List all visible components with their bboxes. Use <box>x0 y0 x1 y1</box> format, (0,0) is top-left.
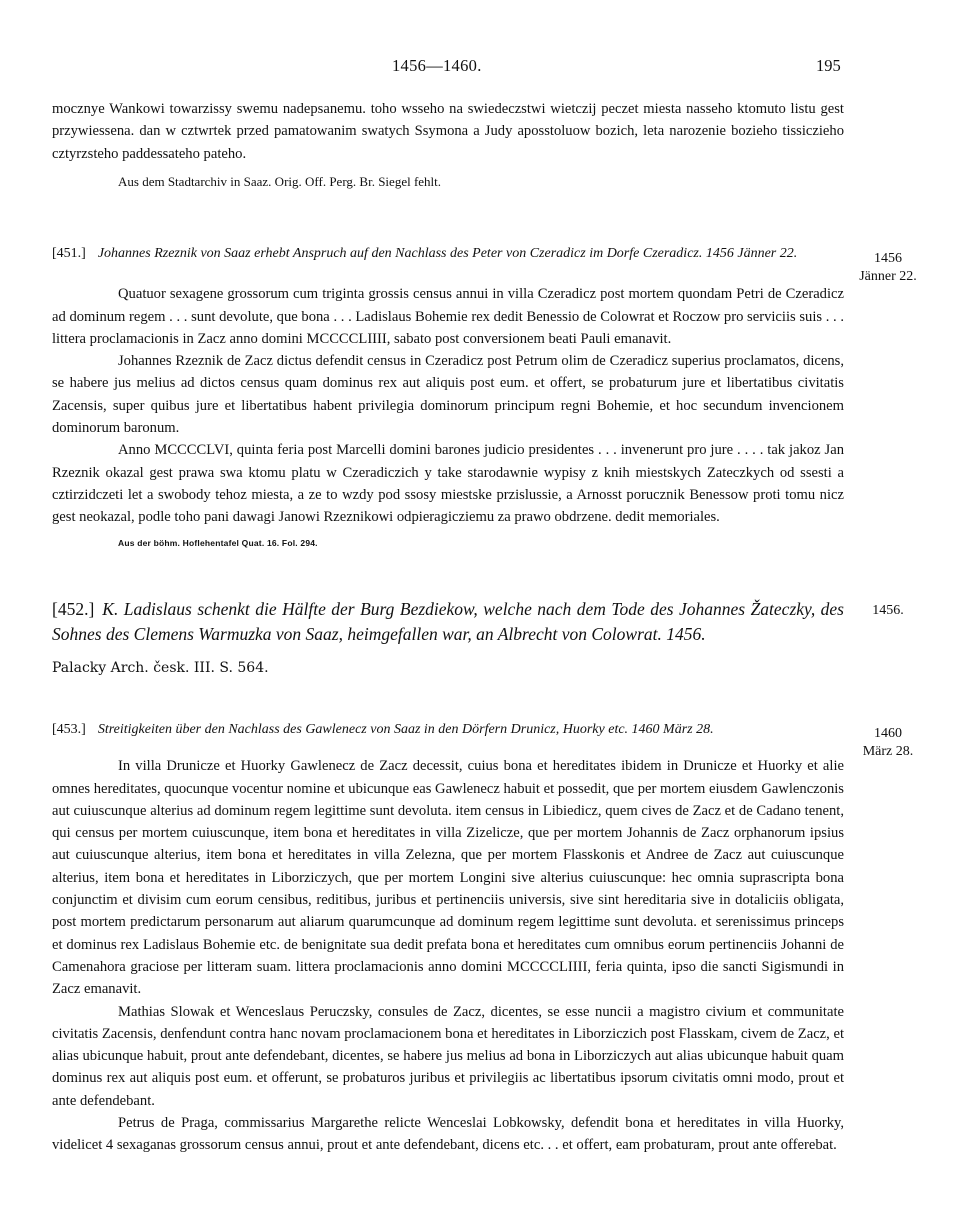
entry-452-source-note: Palacky Arch. česk. III. S. 564. <box>52 660 269 676</box>
entry-452-margin-year: 1456. <box>872 603 904 618</box>
entry-453-number: [453.] <box>52 722 86 737</box>
entry-453-regest-text: Streitigkeiten über den Nachlass des Gawlenecz von Saaz in den Dörfern Drunicz, Huorky etc. 1460 März 28. <box>97 722 714 737</box>
entry-451-margin-date <box>848 250 928 286</box>
entry-452-regest-text: K. Ladislaus schenkt die Hälfte der Burg Bezdiekow, welche nach dem Tode des Johannes Žateczky, des Sohnes des Clemens Warmuzka von Saaz, heimgefallen war, an Albrecht von Colowrat. 1456. <box>52 599 844 644</box>
entry-451-source-note: Aus der böhm. Hoflehentafel Quat. 16. Fol. 294. <box>118 537 318 548</box>
entry-452 <box>52 597 844 677</box>
entry-453-paragraph-1: In villa Drunicze et Huorky Gawlenecz de Zacz decessit, cuius bona et hereditates ibidem in Drunicze et Huorky et alie omnes hereditates, quocunque vocentur nomine et ubicunque eas Gawlenecz habuit et possedit, que per mortem eiusdem Gawlenczonis aut cuiuscunque alterius ad dominum regem legittime sunt devoluta. item census in Libiedicz, quem cives de Zacz et de Cadano tenent, qui census per mortem cuiuscunque, item bona et hereditates in villa Zizelicze, que per mortem Johannis de Zacz orphanorum ipsius aut cuiuscunque alterius, item bona et hereditates in villa Zelezna, que per mortem Flasskonis et Andree de Zacz aut cuiuscunque alterius, item bona et hereditates in Liborziczych, que per mortem Longini sive alterius cuiuscunque: hec omnia suprascripta bona conjunctim et divisim cum eorum censibus, reditibus, juribus et pertinenciis universis, sive sint hereditaria sive in dotaliciis obligata, post mortem predictarum personarum aut aliarum quarumcunque ad dominum regem legittime sunt devoluta. et serenissimus princeps et dominus rex Ladislaus Bohemie etc. de benignitate sua dedit prefata bona et hereditates cum omnibus eorum pertinenciis Johanni de Camenahora graciose per litteram suam. littera proclamacionis anno domini MCCCCLIIII, feria quinta, ipso die sancti Sigismundi in Zacz emanavit. <box>52 758 844 998</box>
entry-453-margin-day: März 28. <box>862 744 914 759</box>
entry-453-margin-date <box>848 725 928 761</box>
entry-451-regest-text: Johannes Rzeznik von Saaz erhebt Anspruch auf den Nachlass des Peter von Czeradicz im Dorfe Czeradicz. 1456 Jänner 22. <box>97 246 798 261</box>
entry-452-margin-date <box>848 602 928 620</box>
intro-source-note: Aus dem Stadtarchiv in Saaz. Orig. Off. Perg. Br. Siegel fehlt. <box>118 173 442 189</box>
entry-451-margin-day: Jänner 22. <box>859 269 917 284</box>
entry-451 <box>52 243 844 549</box>
entry-453 <box>52 719 844 1157</box>
entry-451-paragraph-3: Anno MCCCCLVI, quinta feria post Marcelli domini barones judicio presidentes . . . invenerunt pro jure . . . . tak jakoz Jan Rzeznik okazal gest prawa swa ktomu platu w Czeradiczich y take starodawnie wypisy z knih miestskych Zateczkych od ssesti a cztirzidczeti let a swobody tehoz miesta, a ze to wzdy pod ssosy miestske przislussie, a Arnosst porucznik Benessow proti tomu nicz gest neokazal, podle toho pani dawagi Janowi Rzeznikowi odpieragicziemu za prawo obdrzene. dedit memoriales. <box>52 442 844 526</box>
entry-453-regest <box>52 719 844 741</box>
entry-451-number: [451.] <box>52 246 86 261</box>
page-number: 195 <box>816 56 841 75</box>
entry-453-margin-year: 1460 <box>874 726 902 741</box>
entry-451-paragraph-1: Quatuor sexagene grossorum cum triginta grossis census annui in villa Czeradicz post mortem quondam Petri de Czeradicz ad dominum regem . . . sunt devolute, que bona . . . Ladislaus Bohemie rex dedit Benessio de Colowrat et Roczow pro serviciis suis . . . littera proclamacionis in Zacz anno domini MCCCCLIIII, sabato post conversionem beati Pauli emanavit. <box>52 286 844 347</box>
entry-452-number: [452.] <box>52 599 95 619</box>
entry-451-margin-year: 1456 <box>874 251 902 266</box>
intro-section <box>52 98 844 191</box>
intro-paragraph: mocznye Wankowi towarzissy swemu nadepsanemu. toho wsseho na swiedeczstwi wietczij peczet miesta nasseho ktomuto listu gest przywiessena. dan w cztwrtek przed pamatowanim swatych Ssymona a Judy aposstoluow bozich, leta narozenie bozieho tissiczieho cztyrzsteho paddessateho pateho. <box>52 101 844 162</box>
entry-453-paragraph-2: Mathias Slowak et Wenceslaus Peruczsky, consules de Zacz, dicentes, se esse nuncii a magistro civium et communitate civitatis Zacensis, denfendunt contra hanc novam proclamacionem bona et hereditates in Liborziczich post Flasskam, civem de Zacz, et alias ubicunque habuit, prout ante defendebant, dicentes, se habere jus melius ad bona in Liborziczych aut alias ubicunque habuit quam dominus rex aut aliquis post eum. et offerunt, se probaturos juribus et privilegiis ac libertatibus ipsorum civitatis omni modo, prout et ante defendebant. <box>52 1003 844 1109</box>
header-years: 1456—1460. <box>392 56 482 75</box>
entry-453-paragraph-3: Petrus de Praga, commissarius Margarethe relicte Wenceslai Lobkowsky, defendit bona et hereditates in villa Huorky, videlicet 4 sexaganas grossorum census annui, prout et ante defendebant, dicens etc. . . et offert, eam probaturam, prout ante offerebat. <box>52 1115 844 1154</box>
entry-451-regest <box>52 243 844 265</box>
entry-451-paragraph-2: Johannes Rzeznik de Zacz dictus defendit census in Czeradicz post Petrum olim de Czeradicz superius proclamatos, dicens, se habere jus melius ad dictos census quam dominus rex aut aliquis post eum. et offert, se probaturum jure et libertatibus civitatis Zacensis, super quibus jure et libertatibus habent privilegia dominorum principum regni Bohemie, et hoc secundum invencionem dominorum baronum. <box>52 353 844 437</box>
running-header <box>0 56 960 80</box>
entry-452-regest <box>52 597 844 647</box>
